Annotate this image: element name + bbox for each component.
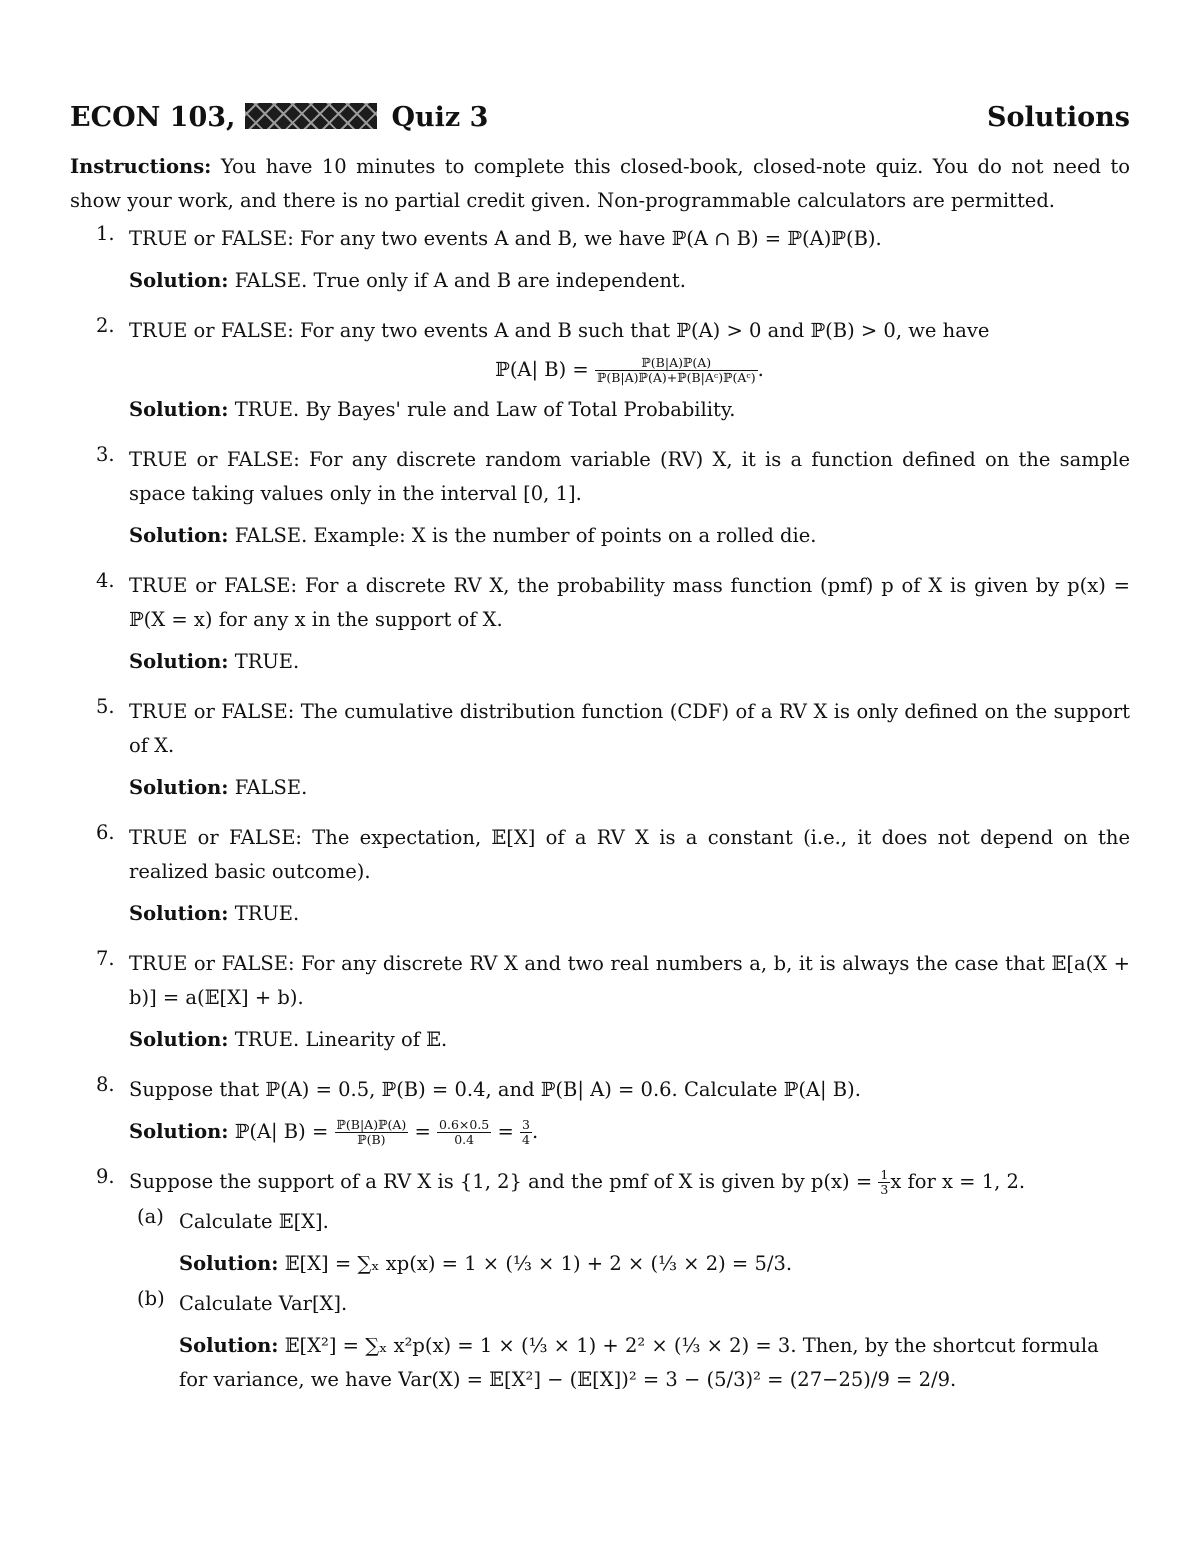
solution-text: FALSE. Example: X is the number of points on a rolled die. [234, 524, 817, 547]
solution-label: Solution: [129, 650, 229, 673]
sub-question-a [129, 1205, 1130, 1281]
fraction-numerator: ℙ(B|A)ℙ(A) [336, 1117, 407, 1132]
question-7 [70, 947, 1130, 1057]
solution [129, 519, 1130, 553]
question-8 [70, 1073, 1130, 1149]
solution-fraction-3 [520, 1118, 532, 1147]
solution-label: Solution: [179, 1252, 279, 1275]
quiz-title: Quiz 3 [391, 102, 489, 133]
solution-label: Solution: [129, 776, 229, 799]
question-number: 3. [96, 443, 115, 466]
question-number: 6. [96, 821, 115, 844]
fraction-denominator: 4 [522, 1132, 530, 1147]
question-2 [70, 314, 1130, 427]
solution [129, 897, 1130, 931]
instructions-label: Instructions: [70, 155, 212, 178]
question-number: 4. [96, 569, 115, 592]
sub-question-b [129, 1287, 1130, 1397]
fraction-denominator: ℙ(B) [357, 1132, 386, 1147]
redacted-block [245, 103, 377, 129]
fraction-denominator: 3 [880, 1182, 889, 1197]
bayes-formula: ℙ(A| B) = $\frac{\text{ℙ(B|A)ℙ(A)}}{\text{ℙ(B|A)ℙ(A)+ℙ(B|Aᶜ)ℙ(Aᶜ)}}$ . [495, 355, 764, 385]
solution [179, 1329, 1130, 1397]
solution-text: TRUE. [234, 902, 300, 925]
question-text [129, 1165, 1130, 1199]
sub-question-text: Calculate Var[X]. [179, 1292, 348, 1315]
fraction-denominator: ℙ(B|A)ℙ(A)+ℙ(B|Aᶜ)ℙ(Aᶜ) [596, 370, 756, 385]
question-text-end: x for x = 1, 2. [890, 1170, 1026, 1193]
question-number: 8. [96, 1073, 115, 1096]
solution-text: 𝔼[X²] = ∑ₓ x²p(x) = 1 × (⅓ × 1) + 2² × (⅓ × 2) = 3. Then, by the shortcut formula for variance, we have Var(X) = 𝔼[X²] − (𝔼[X])² = 3 − (5/3)² = (27−25)/9 = 2/9. [179, 1334, 1099, 1391]
fraction-numerator: 0.6×0.5 [439, 1117, 490, 1132]
question-number: 9. [96, 1165, 115, 1188]
solution-text: TRUE. [234, 650, 300, 673]
fraction-numerator: 1 [880, 1167, 889, 1182]
question-number: 5. [96, 695, 115, 718]
solution: Solution: ℙ(A| B) = $\frac{\text{ℙ(B|A)ℙ(A)}}{\text{ℙ(B)}}$ = $\frac{0.6\times 0.5}{0.4}$ = $\frac{3}{4}$ . [129, 1117, 539, 1147]
formula-fraction [595, 356, 758, 385]
question-3 [70, 443, 1130, 553]
solution-lhs: ℙ(A| B) = [234, 1120, 329, 1143]
formula-lhs: ℙ(A| B) = [495, 358, 589, 381]
question-text: TRUE or FALSE: For a discrete RV X, the probability mass function (pmf) p of X is given by p(x) = ℙ(X = x) for any x in the support of X. [129, 574, 1130, 631]
sub-question-list [129, 1205, 1130, 1397]
course-title: ECON 103, [70, 102, 236, 133]
question-text: TRUE or FALSE: For any two events A and B such that ℙ(A) > 0 and ℙ(B) > 0, we have [129, 319, 990, 342]
solution [129, 264, 1130, 298]
solution-text: TRUE. By Bayes' rule and Law of Total Probability. [234, 398, 736, 421]
question-number: 1. [96, 222, 115, 245]
fraction-numerator: 3 [522, 1117, 530, 1132]
solution [129, 645, 1130, 679]
question-6 [70, 821, 1130, 931]
question-number: 2. [96, 314, 115, 337]
instructions-text: You have 10 minutes to complete this closed-book, closed-note quiz. You do not need to show your work, and there is no partial credit given. Non-programmable calculators are permitted. [70, 155, 1131, 212]
question-9 [70, 1165, 1130, 1397]
question-text: TRUE or FALSE: The expectation, 𝔼[X] of a RV X is a constant (i.e., it does not depend on the realized basic outcome). [129, 826, 1130, 883]
solution-text: 𝔼[X] = ∑ₓ xp(x) = 1 × (⅓ × 1) + 2 × (⅓ × 2) = 5/3. [284, 1252, 793, 1275]
sub-question-text: Calculate 𝔼[X]. [179, 1210, 329, 1233]
solution [129, 393, 1130, 427]
solution-label: Solution: [129, 524, 229, 547]
question-text: TRUE or FALSE: The cumulative distribution function (CDF) of a RV X is only defined on the support of X. [129, 700, 1130, 757]
solution-fraction-2 [437, 1118, 491, 1147]
question-1 [70, 222, 1130, 298]
solution-text: FALSE. [234, 776, 308, 799]
question-text: TRUE or FALSE: For any discrete RV X and two real numbers a, b, it is always the case that 𝔼[a(X + b)] = a(𝔼[X] + b). [129, 952, 1130, 1009]
solution-text: TRUE. Linearity of 𝔼. [234, 1028, 448, 1051]
fraction-denominator: 0.4 [454, 1132, 475, 1147]
solution [179, 1247, 1130, 1281]
question-5 [70, 695, 1130, 805]
question-list [70, 222, 1130, 1397]
question-text: TRUE or FALSE: For any two events A and B, we have ℙ(A ∩ B) = ℙ(A)ℙ(B). [129, 227, 882, 250]
quiz-header [70, 100, 1130, 144]
solution [129, 771, 1130, 805]
solution-fraction-1 [335, 1118, 409, 1147]
solutions-label: Solutions [987, 102, 1130, 133]
question-4 [70, 569, 1130, 679]
solution-label: Solution: [129, 1028, 229, 1051]
solution-label: Solution: [129, 902, 229, 925]
sub-question-label: (a) [137, 1205, 164, 1228]
question-text: Suppose that ℙ(A) = 0.5, ℙ(B) = 0.4, and ℙ(B| A) = 0.6. Calculate ℙ(A| B). [129, 1078, 861, 1101]
solution [129, 1023, 1130, 1057]
quiz-content [70, 100, 1130, 1413]
solution-text: FALSE. True only if A and B are independent. [234, 269, 686, 292]
instructions [70, 150, 1130, 218]
solution-label: Solution: [129, 1120, 229, 1143]
question-text-start: Suppose the support of a RV X is {1, 2} and the pmf of X is given by p(x) = [129, 1170, 873, 1193]
solution-label: Solution: [129, 398, 229, 421]
solution-label: Solution: [129, 269, 229, 292]
question-text: TRUE or FALSE: For any discrete random variable (RV) X, it is a function defined on the sample space taking values only in the interval [0, 1]. [129, 448, 1130, 505]
fraction-numerator: ℙ(B|A)ℙ(A) [595, 356, 758, 371]
question-number: 7. [96, 947, 115, 970]
solution-label: Solution: [179, 1334, 279, 1357]
pmf-fraction [878, 1168, 890, 1197]
sub-question-label: (b) [137, 1287, 165, 1310]
